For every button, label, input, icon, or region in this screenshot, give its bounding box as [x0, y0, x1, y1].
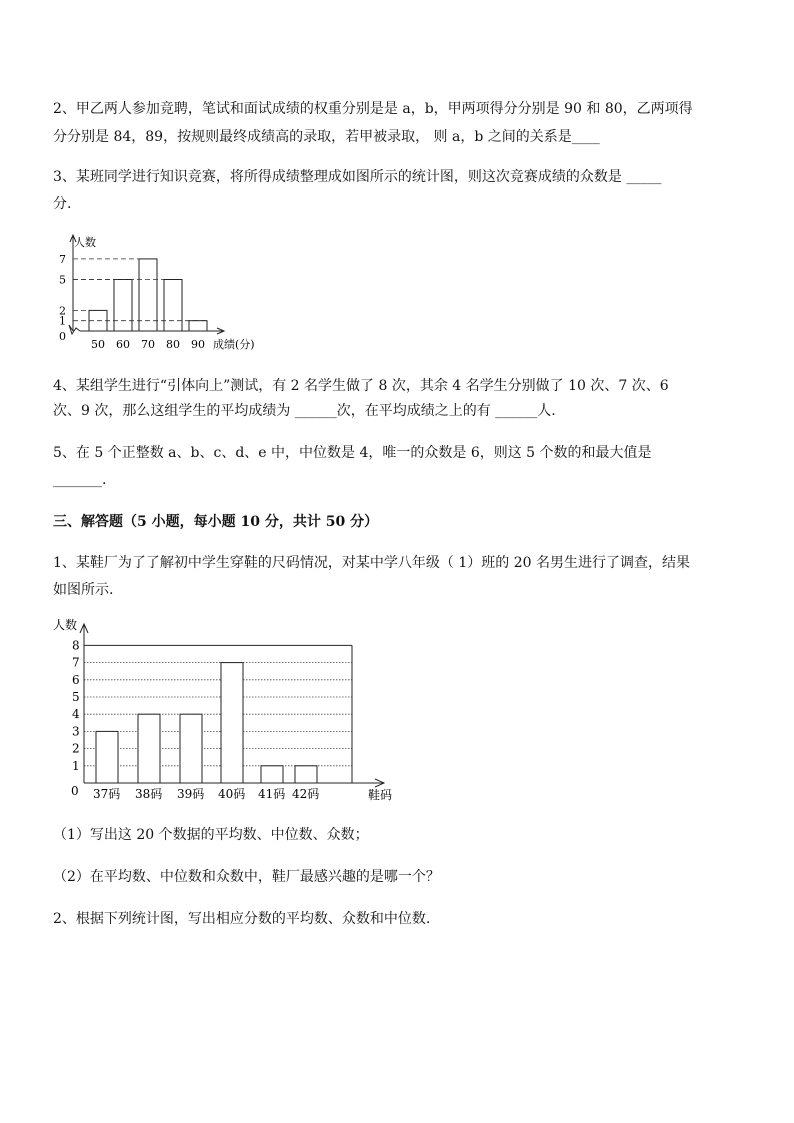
y-tick-label: 1: [59, 314, 66, 328]
shoe-size-bar-chart: [53, 615, 413, 810]
q1-solve-line1: 1、某鞋厂为了了解初中学生穿鞋的尺码情况，对某中学八年级（ 1）班的 20 名男生进行了调查，结果: [53, 555, 690, 571]
x-tick-label: 39码: [177, 787, 205, 801]
q1-sub1: （1）写出这 20 个数据的平均数、中位数、众数；: [53, 827, 369, 843]
bar-39码: [180, 714, 202, 783]
origin-label: 0: [71, 784, 79, 798]
origin-label: 0: [59, 330, 66, 343]
bar-42码: [295, 766, 317, 783]
bar-90: [189, 321, 207, 331]
q4-fill-line1: 4、某组学生进行“引体向上”测试，有 2 名学生做了 8 次，其余 4 名学生分别做了 10 次、7 次、6: [53, 378, 669, 394]
y-tick-label: 4: [72, 707, 80, 722]
score-histogram-chart: [53, 228, 273, 353]
x-axis-label: 成绩(分): [213, 338, 255, 351]
bar-60: [114, 280, 132, 332]
q2-fill-line1: 2、甲乙两人参加竞聘，笔试和面试成绩的权重分别是是 a，b，甲两项得分分别是 90 和 80，乙两项得: [53, 101, 693, 117]
y-axis-label: 人数: [53, 618, 78, 632]
y-tick-label: 7: [59, 252, 66, 266]
y-tick-label: 6: [72, 672, 80, 687]
x-tick-label: 40码: [218, 787, 246, 801]
x-tick-label: 50: [91, 338, 105, 351]
section-3-title: 三、解答题（5 小题，每小题 10 分，共计 50 分）: [53, 514, 379, 530]
x-tick-label: 41码: [258, 787, 286, 801]
y-tick-label: 3: [72, 724, 80, 739]
x-tick-label: 90: [191, 338, 205, 351]
x-tick-label: 70: [141, 338, 155, 351]
bar-38码: [138, 714, 160, 783]
q1-sub2: （2）在平均数、中位数和众数中，鞋厂最感兴趣的是哪一个？: [53, 869, 440, 885]
q2-fill-line2: 分分别是 84，89，按规则最终成绩高的录取，若甲被录取， 则 a，b 之间的关系是____: [53, 129, 600, 145]
q2-solve-line1: 2、根据下列统计图，写出相应分数的平均数、众数和中位数.: [53, 911, 431, 927]
q1-solve-line2: 如图所示.: [53, 582, 114, 598]
y-tick-label: 5: [59, 273, 66, 287]
bar-80: [164, 280, 182, 332]
q5-fill-line1: 5、在 5 个正整数 a、b、c、d、e 中，中位数是 4，唯一的众数是 6，则这 5 个数的和最大值是: [53, 445, 652, 461]
bar-40码: [221, 663, 243, 783]
q5-fill-line2: _______.: [53, 472, 107, 488]
q3-fill-line1: 3、某班同学进行知识竞赛，将所得成绩整理成如图所示的统计图，则这次竞赛成绩的众数是 _____: [53, 169, 662, 185]
y-tick-label: 2: [72, 741, 80, 756]
y-tick-label: 7: [72, 655, 80, 670]
x-tick-label: 42码: [292, 787, 320, 801]
bar-37码: [96, 731, 118, 783]
bar-41码: [261, 766, 283, 783]
q3-fill-line2: 分.: [53, 196, 72, 212]
y-tick-label: 2: [59, 304, 66, 318]
bar-70: [139, 259, 157, 331]
y-tick-label: 1: [72, 758, 80, 773]
y-tick-label: 5: [72, 690, 80, 704]
y-axis-label: 人数: [74, 236, 96, 249]
x-axis-break: [69, 325, 80, 334]
x-tick-label: 37码: [93, 787, 121, 801]
x-tick-label: 38码: [135, 787, 163, 801]
x-tick-label: 60: [116, 338, 130, 351]
q4-fill-line2: 次、9 次，那么这组学生的平均成绩为 ______次，在平均成绩之上的有 ______人.: [53, 403, 556, 419]
x-tick-label: 80: [166, 338, 180, 351]
y-tick-label: 8: [72, 638, 80, 653]
x-axis-label: 鞋码: [368, 788, 393, 802]
